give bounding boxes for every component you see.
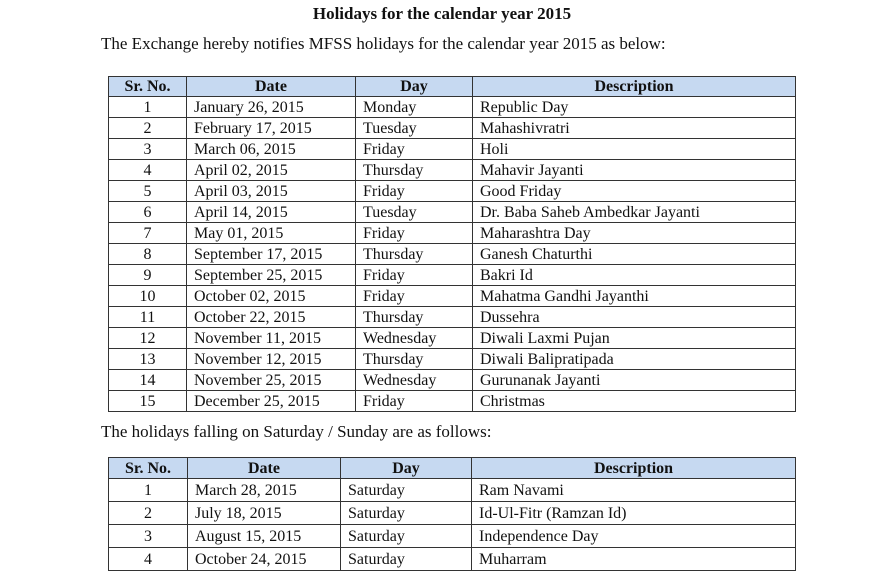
table-row xyxy=(109,286,796,307)
table-row xyxy=(109,502,796,525)
table-row xyxy=(109,244,796,265)
cell-day: Friday xyxy=(356,181,473,202)
table-row xyxy=(109,328,796,349)
table-row xyxy=(109,118,796,139)
cell-date: August 15, 2015 xyxy=(188,525,341,548)
cell-day: Wednesday xyxy=(356,328,473,349)
cell-sr-no: 2 xyxy=(109,118,187,139)
cell-date: January 26, 2015 xyxy=(187,97,356,118)
table-row xyxy=(109,97,796,118)
cell-day: Saturday xyxy=(341,525,472,548)
cell-date: October 24, 2015 xyxy=(188,548,341,571)
cell-day: Friday xyxy=(356,391,473,412)
cell-sr-no: 4 xyxy=(109,160,187,181)
cell-description: Diwali Balipratipada xyxy=(473,349,796,370)
cell-sr-no: 3 xyxy=(109,525,188,548)
page-title: Holidays for the calendar year 2015 xyxy=(312,4,572,23)
cell-day: Thursday xyxy=(356,349,473,370)
cell-sr-no: 7 xyxy=(109,223,187,244)
column-header-date: Date xyxy=(187,77,356,97)
table-row xyxy=(109,139,796,160)
cell-sr-no: 15 xyxy=(109,391,187,412)
table-row xyxy=(109,307,796,328)
column-header-sr-no: Sr. No. xyxy=(109,77,187,97)
cell-date: November 11, 2015 xyxy=(187,328,356,349)
table-row xyxy=(109,265,796,286)
table-row xyxy=(109,479,796,502)
cell-sr-no: 6 xyxy=(109,202,187,223)
cell-description: Maharashtra Day xyxy=(473,223,796,244)
cell-sr-no: 3 xyxy=(109,139,187,160)
weekend-intro-text: The holidays falling on Saturday / Sunday are as follows: xyxy=(101,422,492,441)
table-row xyxy=(109,223,796,244)
cell-date: July 18, 2015 xyxy=(188,502,341,525)
cell-day: Thursday xyxy=(356,307,473,328)
column-header-sr-no: Sr. No. xyxy=(109,458,188,479)
cell-sr-no: 14 xyxy=(109,370,187,391)
table-row xyxy=(109,202,796,223)
cell-day: Friday xyxy=(356,139,473,160)
cell-description: Mahatma Gandhi Jayanthi xyxy=(473,286,796,307)
column-header-description: Description xyxy=(472,458,796,479)
column-header-day: Day xyxy=(341,458,472,479)
cell-day: Tuesday xyxy=(356,202,473,223)
weekend-holidays-table xyxy=(108,457,796,571)
table-row xyxy=(109,160,796,181)
cell-day: Monday xyxy=(356,97,473,118)
cell-sr-no: 1 xyxy=(109,97,187,118)
cell-date: May 01, 2015 xyxy=(187,223,356,244)
cell-date: March 28, 2015 xyxy=(188,479,341,502)
table-row xyxy=(109,391,796,412)
table-row xyxy=(109,370,796,391)
table-row xyxy=(109,548,796,571)
holidays-table xyxy=(108,76,796,412)
cell-sr-no: 13 xyxy=(109,349,187,370)
table-row xyxy=(109,349,796,370)
cell-description: Mahashivratri xyxy=(473,118,796,139)
table-header-row xyxy=(109,458,796,479)
cell-description: Ganesh Chaturthi xyxy=(473,244,796,265)
cell-description: Muharram xyxy=(472,548,796,571)
cell-date: December 25, 2015 xyxy=(187,391,356,412)
table-header-row xyxy=(109,77,796,97)
cell-date: September 17, 2015 xyxy=(187,244,356,265)
cell-description: Dr. Baba Saheb Ambedkar Jayanti xyxy=(473,202,796,223)
cell-day: Saturday xyxy=(341,502,472,525)
cell-description: Independence Day xyxy=(472,525,796,548)
cell-description: Ram Navami xyxy=(472,479,796,502)
cell-day: Friday xyxy=(356,265,473,286)
cell-date: April 14, 2015 xyxy=(187,202,356,223)
cell-date: April 03, 2015 xyxy=(187,181,356,202)
cell-date: November 12, 2015 xyxy=(187,349,356,370)
column-header-day: Day xyxy=(356,77,473,97)
cell-date: September 25, 2015 xyxy=(187,265,356,286)
cell-sr-no: 1 xyxy=(109,479,188,502)
cell-sr-no: 5 xyxy=(109,181,187,202)
holidays-table-body xyxy=(109,97,796,412)
cell-description: Dussehra xyxy=(473,307,796,328)
cell-description: Good Friday xyxy=(473,181,796,202)
cell-sr-no: 2 xyxy=(109,502,188,525)
table-row xyxy=(109,181,796,202)
cell-day: Friday xyxy=(356,286,473,307)
cell-sr-no: 11 xyxy=(109,307,187,328)
cell-day: Friday xyxy=(356,223,473,244)
cell-sr-no: 12 xyxy=(109,328,187,349)
column-header-description: Description xyxy=(473,77,796,97)
cell-description: Diwali Laxmi Pujan xyxy=(473,328,796,349)
cell-day: Wednesday xyxy=(356,370,473,391)
cell-description: Gurunanak Jayanti xyxy=(473,370,796,391)
intro-text: The Exchange hereby notifies MFSS holidays for the calendar year 2015 as below: xyxy=(101,34,666,53)
cell-date: October 22, 2015 xyxy=(187,307,356,328)
cell-day: Thursday xyxy=(356,160,473,181)
cell-description: Bakri Id xyxy=(473,265,796,286)
cell-description: Republic Day xyxy=(473,97,796,118)
cell-day: Saturday xyxy=(341,548,472,571)
cell-sr-no: 4 xyxy=(109,548,188,571)
cell-sr-no: 9 xyxy=(109,265,187,286)
table-row xyxy=(109,525,796,548)
cell-date: February 17, 2015 xyxy=(187,118,356,139)
cell-date: October 02, 2015 xyxy=(187,286,356,307)
cell-day: Tuesday xyxy=(356,118,473,139)
cell-date: November 25, 2015 xyxy=(187,370,356,391)
weekend-holidays-table-body xyxy=(109,479,796,571)
column-header-date: Date xyxy=(188,458,341,479)
cell-day: Saturday xyxy=(341,479,472,502)
cell-day: Thursday xyxy=(356,244,473,265)
cell-date: March 06, 2015 xyxy=(187,139,356,160)
cell-description: Christmas xyxy=(473,391,796,412)
cell-sr-no: 10 xyxy=(109,286,187,307)
cell-sr-no: 8 xyxy=(109,244,187,265)
cell-description: Holi xyxy=(473,139,796,160)
cell-description: Id-Ul-Fitr (Ramzan Id) xyxy=(472,502,796,525)
cell-date: April 02, 2015 xyxy=(187,160,356,181)
cell-description: Mahavir Jayanti xyxy=(473,160,796,181)
